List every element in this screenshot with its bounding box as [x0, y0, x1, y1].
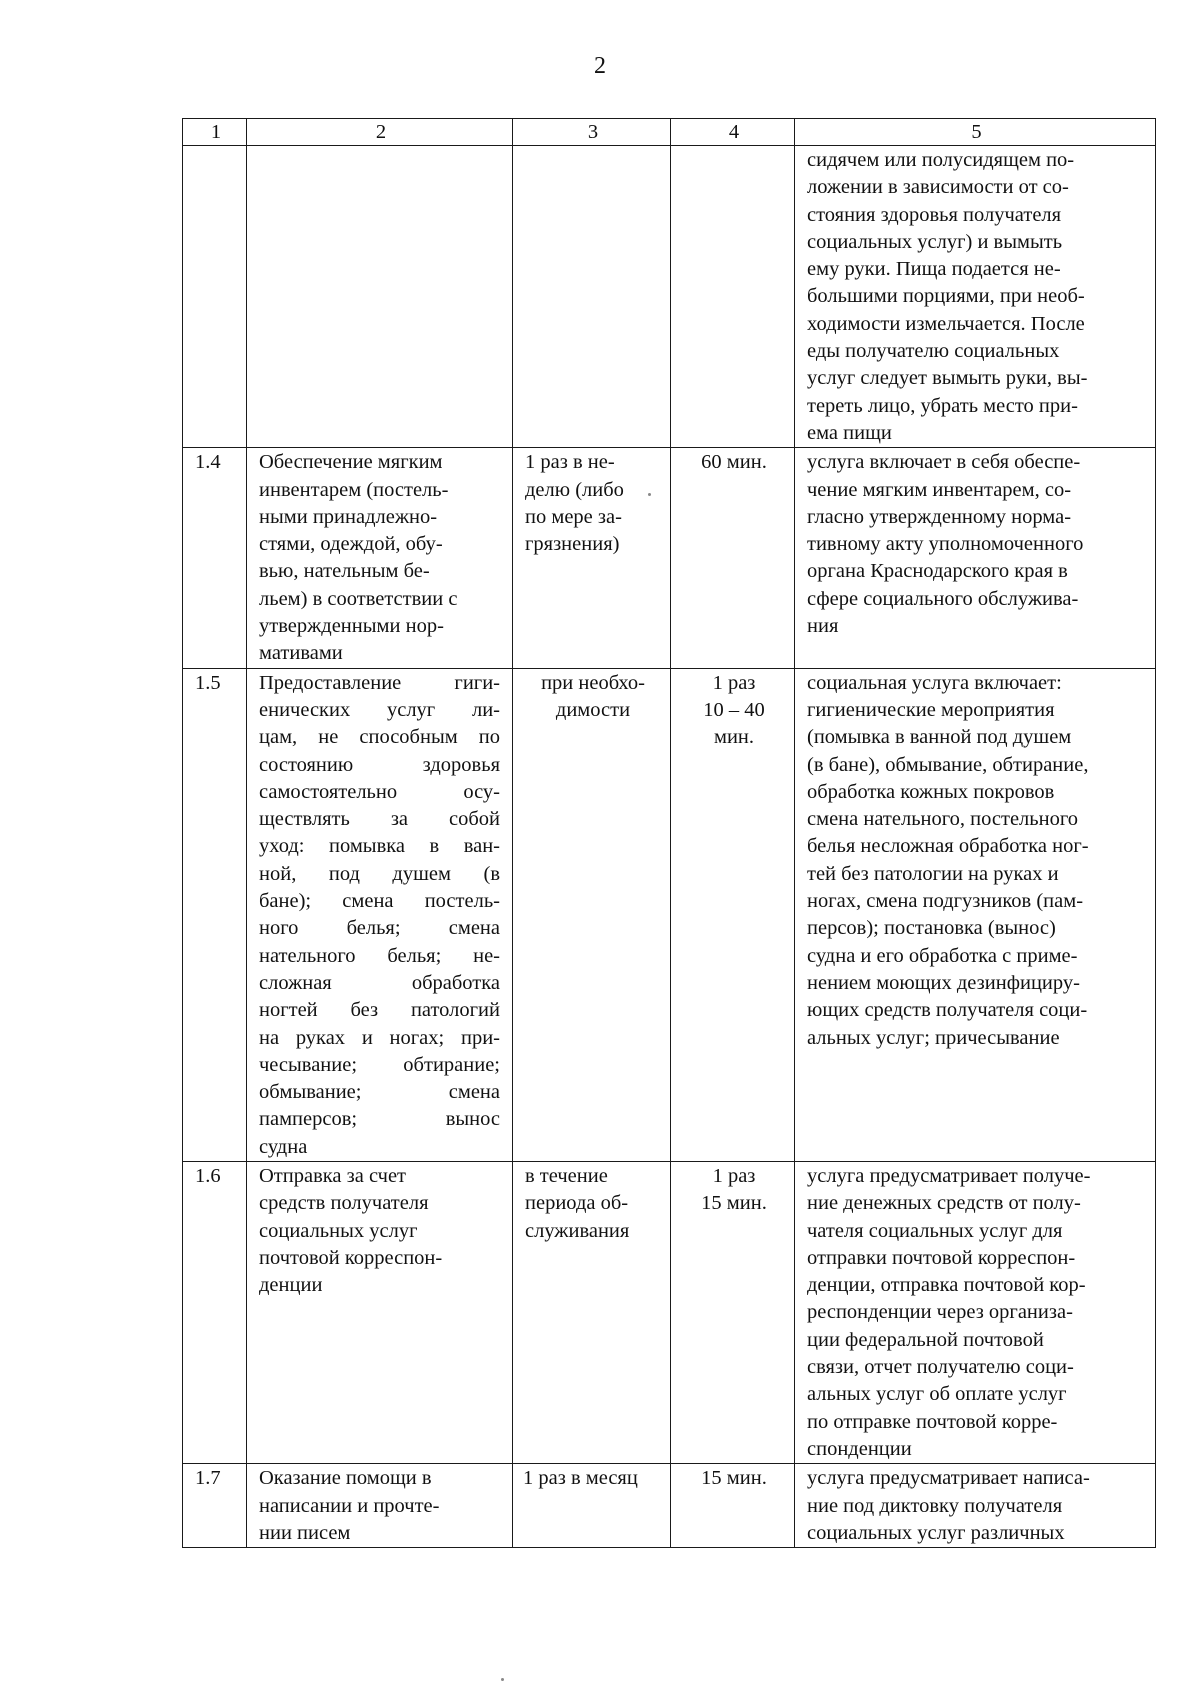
name-line: Предоставление гиги-	[259, 671, 500, 694]
table-row-1-5	[183, 668, 1156, 1161]
name-line: сложная обработка	[259, 971, 500, 994]
cell-duration: 15 мин.	[671, 1464, 795, 1548]
name-line: самостоятельно осу-	[259, 780, 500, 803]
cell-frequency	[513, 146, 671, 448]
cell-description: услуга предусматривает получе- ние денежных средств от полу- чателя социальных услуг для отправки почтовой корреспон- денции, отправка почтовой кор- респонденции через организа- ции федеральной почтовой связи, отчет получателю соци- альных услуг об оплате услуг по отправке почтовой корре- спонденции	[795, 1161, 1156, 1463]
name-line: ной, под душем (в	[259, 862, 500, 885]
cell-num: 1.4	[183, 448, 247, 668]
cell-frequency: 1 раз в не- делю (либо по мере за- грязнения)	[513, 448, 671, 668]
name-line: чесывание; обтирание;	[259, 1053, 500, 1076]
header-col-2: 2	[247, 119, 513, 146]
cell-num	[183, 146, 247, 448]
table-row-1-6	[183, 1161, 1156, 1463]
name-line: памперсов; вынос	[259, 1108, 500, 1131]
header-col-5: 5	[795, 119, 1156, 146]
name-line: состоянию здоровья	[259, 753, 500, 776]
cell-duration: 1 раз 15 мин.	[671, 1161, 795, 1463]
name-line: ществлять за собой	[259, 808, 500, 831]
page-number: 2	[594, 53, 606, 79]
table-header-row	[183, 119, 1156, 146]
cell-frequency: 1 раз в месяц	[513, 1464, 671, 1548]
cell-name: Обеспечение мягким инвентарем (постель- ными принадлежно- стями, одеждой, обу- вью, нательным бе- льем) в соответствии с утвержденными нор- мативами	[247, 448, 513, 668]
cell-duration: 60 мин.	[671, 448, 795, 668]
services-table	[182, 118, 1156, 1548]
table-row-1-4	[183, 448, 1156, 668]
name-line: судна	[259, 1135, 308, 1158]
cell-num: 1.5	[183, 668, 247, 1161]
cell-frequency: в течение периода об- служивания	[513, 1161, 671, 1463]
cell-name	[247, 146, 513, 448]
header-col-4: 4	[671, 119, 795, 146]
name-line: цам, не способным по	[259, 726, 500, 749]
cell-name: Отправка за счет средств получателя социальных услуг почтовой корреспон- денции	[247, 1161, 513, 1463]
name-line: обмывание; смена	[259, 1081, 500, 1104]
table-row-continuation	[183, 146, 1156, 448]
header-col-1: 1	[183, 119, 247, 146]
name-line: ногтей без патологий	[259, 999, 500, 1022]
name-line: енических услуг ли-	[259, 698, 500, 721]
scan-speck	[648, 493, 651, 496]
cell-description: услуга включает в себя обеспе- чение мягким инвентарем, со- гласно утвержденному норма- тивному акту уполномоченного органа Краснодарского края в сфере социального обслужива- ния	[795, 448, 1156, 668]
cell-num: 1.6	[183, 1161, 247, 1463]
cell-description: социальная услуга включает: гигиенические мероприятия (помывка в ванной под душем (в бане), обмывание, обтирание, обработка кожных покровов смена нательного, постельного белья несложная обработка ног- тей без патологии на руках и ногах, смена подгузников (пам- персов); постановка (вынос) судна и его обработка с приме- нением моющих дезинфициру- ющих средств получателя соци- альных услуг; причесывание	[795, 668, 1156, 1161]
cell-name	[247, 668, 513, 1161]
cell-name: Оказание помощи в написании и прочте- нии писем	[247, 1464, 513, 1548]
cell-duration	[671, 146, 795, 448]
name-line: бане); смена постель-	[259, 890, 500, 913]
name-line: нательного белья; не-	[259, 944, 500, 967]
scan-speck	[501, 1678, 504, 1681]
cell-frequency: при необхо- димости	[513, 668, 671, 1161]
header-col-3: 3	[513, 119, 671, 146]
name-line: уход: помывка в ван-	[259, 835, 500, 858]
name-line: ного белья; смена	[259, 917, 500, 940]
table-row-1-7	[183, 1464, 1156, 1548]
cell-duration: 1 раз 10 – 40 мин.	[671, 668, 795, 1161]
cell-description: услуга предусматривает написа- ние под диктовку получателя социальных услуг различных	[795, 1464, 1156, 1548]
cell-description: сидячем или полусидящем по- ложении в зависимости от со- стояния здоровья получателя социальных услуг) и вымыть ему руки. Пища подается не- большими порциями, при необ- ходимости измельчается. После еды получателю социальных услуг следует вымыть руки, вы- тереть лицо, убрать место при- ема пищи	[795, 146, 1156, 448]
name-line: на руках и ногах; при-	[259, 1026, 500, 1049]
cell-num: 1.7	[183, 1464, 247, 1548]
